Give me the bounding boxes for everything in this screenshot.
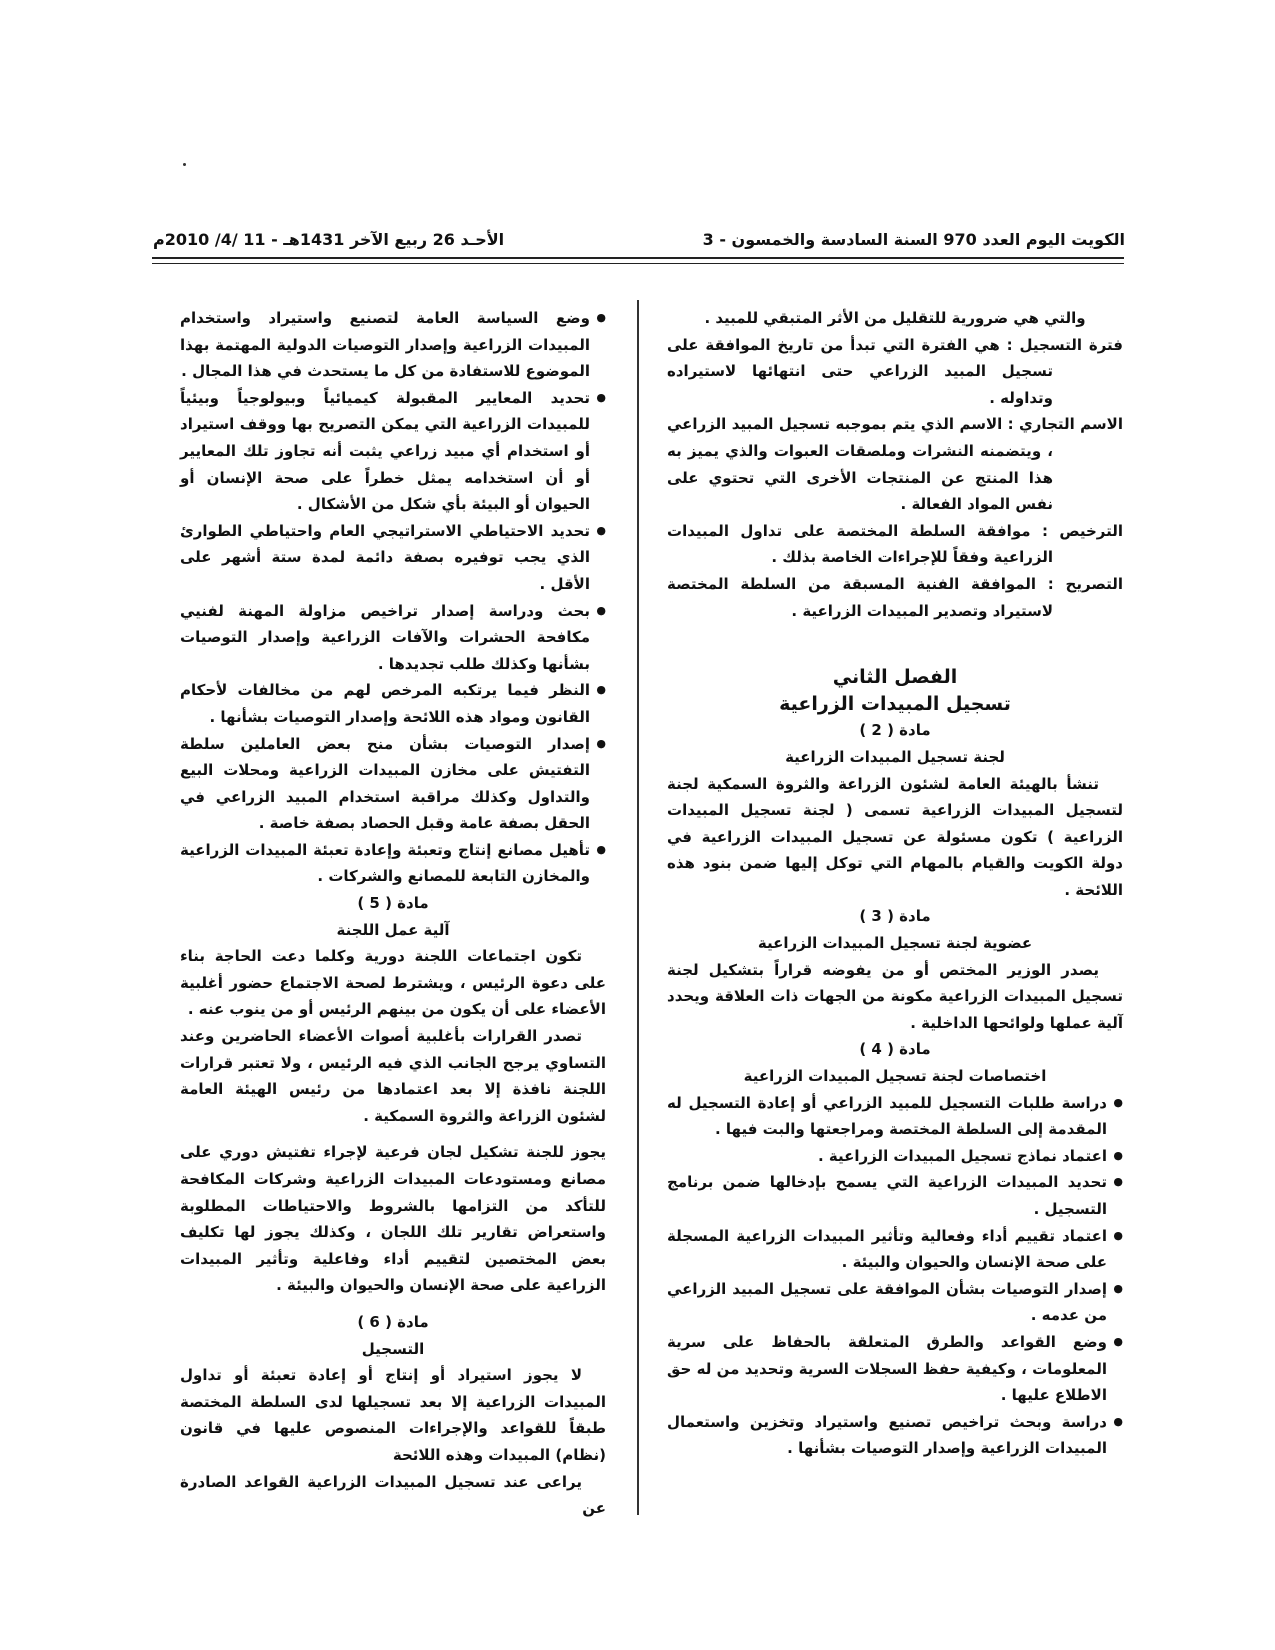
chapter-heading: الفصل الثاني xyxy=(832,666,958,689)
header-date: الأحـد 26 ربيع الآخر 1431هـ - 11 /4/ 2010م xyxy=(153,230,505,249)
header-issue-info: الكويت اليوم العدد 970 السنة السادسة والخمسون - 3 xyxy=(702,230,1125,249)
article-6-title: مادة ( 6 ) xyxy=(357,1312,429,1331)
article-4-item: ● تحديد الاحتياطي الاستراتيجي العام واحتياطي الطوارئ الذي يجب توفيره بصفة دائمة لمدة ستة أشهر على الأقل . xyxy=(180,518,606,598)
article-4-item: ● اعتماد نماذج تسجيل المبيدات الزراعية . xyxy=(667,1143,1123,1170)
header-rule-thin xyxy=(152,263,1124,264)
header-rule xyxy=(152,257,1124,259)
article-4-item: ● بحث ودراسة إصدار تراخيص مزاولة المهنة لفنيي مكافحة الحشرات والآفات الزراعية وإصدار التوصيات بشأنها وكذلك طلب تجديدها . xyxy=(180,598,606,678)
article-4-item: ● تحديد المعايير المقبولة كيميائياً وبيولوجياً وبيئياً للمبيدات الزراعية التي يمكن التصريح بها ووقف استيراد أو استخدام أي مبيد زراعي يثبت أنه تجاوز تلك المعايير أو أن استخدامه يمثل خطراً على صحة الإنسان أو الحيوان أو البيئة بأي شكل من الأشكال . xyxy=(180,385,606,518)
definition-registration-period: فترة التسجيل : هي الفترة التي تبدأ من تاريخ الموافقة على تسجيل المبيد الزراعي حتى انتهائها لاستيراده وتداوله . xyxy=(667,335,1123,407)
article-3-heading: عضوية لجنة تسجيل المبيدات الزراعية xyxy=(757,934,1033,953)
article-4-title: مادة ( 4 ) xyxy=(859,1040,931,1059)
article-4-heading: اختصاصات لجنة تسجيل المبيدات الزراعية xyxy=(743,1067,1047,1086)
article-6-paragraph: يراعى عند تسجيل المبيدات الزراعية القواعد الصادرة عن xyxy=(180,1472,606,1518)
article-2-heading: لجنة تسجيل المبيدات الزراعية xyxy=(785,747,1005,766)
article-5-paragraph: يجوز للجنة تشكيل لجان فرعية لإجراء تفتيش دوري على مصانع ومستودعات المبيدات الزراعية وشركات المكافحة للتأكد من التزامها بالشروط والاحتياطات المطلوبة واستعراض تقارير تلك اللجان ، وكذلك يجوز لها تكليف بعض المختصين لتقييم أداء وفاعلية وتأثير المبيدات الزراعية على صحة الإنسان والحيوان والبيئة . xyxy=(180,1143,606,1295)
article-5-heading: آلية عمل اللجنة xyxy=(336,920,450,939)
spacer xyxy=(180,1129,606,1139)
article-5-paragraph: تكون اجتماعات اللجنة دورية وكلما دعت الحاجة بناء على دعوة الرئيس ، ويشترط لصحة الاجتماع حضور أغلبية الأعضاء على أن يكون من بينهم الرئيس أو من ينوب عنه . xyxy=(180,947,606,1019)
article-4-item: ● اعتماد تقييم أداء وفعالية وتأثير المبيدات الزراعية المسجلة على صحة الإنسان والحيوان والبيئة . xyxy=(667,1223,1123,1276)
left-column xyxy=(180,305,606,1522)
column-divider xyxy=(637,300,639,1515)
definitions xyxy=(667,332,1123,625)
article-4-item: ● وضع القواعد والطرق المتعلقة بالحفاظ على سرية المعلومات ، وكيفية حفظ السجلات السرية وتحديد من له حق الاطلاع عليها . xyxy=(667,1329,1123,1409)
article-6-paragraph: لا يجوز استيراد أو إنتاج أو إعادة تعبئة أو تداول المبيدات الزراعية إلا بعد تسجيلها لدى السلطة المختصة طبقاً للقواعد والإجراءات المنصوص عليها في قانون (نظام) المبيدات وهذه اللائحة xyxy=(180,1366,606,1464)
article-3-title: مادة ( 3 ) xyxy=(859,907,931,926)
definition-permit: التصريح : الموافقة الفنية المسبقة من السلطة المختصة لاستيراد وتصدير المبيدات الزراعية . xyxy=(667,574,1123,620)
article-3-text: يصدر الوزير المختص أو من يفوضه قراراً بتشكيل لجنة تسجيل المبيدات الزراعية مكونة من الجهات ذات العلاقة ويحدد آلية عملها ولوائحها الداخلية . xyxy=(667,960,1123,1032)
article-4-item: ● تأهيل مصانع إنتاج وتعبئة وإعادة تعبئة المبيدات الزراعية والمخازن التابعة للمصانع والشركات . xyxy=(180,837,606,890)
spacer xyxy=(667,624,1123,664)
right-column xyxy=(667,305,1123,1462)
article-2-title: مادة ( 2 ) xyxy=(859,721,931,740)
definition-trade-name: الاسم التجاري : الاسم الذي يتم بموجبه تسجيل المبيد الزراعي ، ويتضمنه النشرات وملصقات العبوات والذي يميز به هذا المنتج عن المنتجات الأخرى التي تحتوي على نفس المواد الفعالة . xyxy=(667,415,1123,514)
definition-license: الترخيص : موافقة السلطة المختصة على تداول المبيدات الزراعية وفقاً للإجراءات الخاصة بذلك . xyxy=(667,521,1123,567)
continuation-text: والتي هي ضرورية للتقليل من الأثر المتبقي للمبيد . xyxy=(704,309,1086,327)
chapter-title: تسجيل المبيدات الزراعية xyxy=(779,692,1011,715)
article-4-item: ● إصدار التوصيات بشأن الموافقة على تسجيل المبيد الزراعي من عدمه . xyxy=(667,1276,1123,1329)
article-4-item: ● دراسة وبحث تراخيص تصنيع واستيراد وتخزين واستعمال المبيدات الزراعية وإصدار التوصيات بشأنها . xyxy=(667,1409,1123,1462)
article-5-paragraph: تصدر القرارات بأغلبية أصوات الأعضاء الحاضرين وعند التساوي يرجح الجانب الذي فيه الرئيس ، ولا تعتبر قرارات اللجنة نافذة إلا بعد اعتمادها من رئيس الهيئة العامة لشئون الزراعة والثروة السمكية . xyxy=(180,1027,606,1125)
article-4-item: ● النظر فيما يرتكبه المرخص لهم من مخالفات لأحكام القانون ومواد هذه اللائحة وإصدار التوصيات بشأنها . xyxy=(180,677,606,730)
article-4-item: ● إصدار التوصيات بشأن منح بعض العاملين سلطة التفتيش على مخازن المبيدات الزراعية ومحلات البيع والتداول وكذلك مراقبة استخدام المبيد الزراعي في الحقل بصفة عامة وقبل الحصاد بصفة خاصة . xyxy=(180,731,606,837)
article-6-heading: التسجيل xyxy=(361,1339,425,1358)
scan-speck xyxy=(183,163,186,166)
spacer xyxy=(180,1299,606,1309)
article-4-item: ● دراسة طلبات التسجيل للمبيد الزراعي أو إعادة التسجيل له المقدمة إلى السلطة المختصة ومراجعتها والبت فيها . xyxy=(667,1090,1123,1143)
article-4-item: ● تحديد المبيدات الزراعية التي يسمح بإدخالها ضمن برنامج التسجيل . xyxy=(667,1169,1123,1222)
article-4-item: ● وضع السياسة العامة لتصنيع واستيراد واستخدام المبيدات الزراعية وإصدار التوصيات الدولية المهتمة بهذا الموضوع للاستفادة من كل ما يستحدث في هذا المجال . xyxy=(180,305,606,385)
article-5-title: مادة ( 5 ) xyxy=(357,894,429,913)
article-2-text: تنشأ بالهيئة العامة لشئون الزراعة والثروة السمكية لجنة لتسجيل المبيدات الزراعية تسمى ( لجنة تسجيل المبيدات الزراعية ) تكون مسئولة عن تسجيل المبيدات الزراعية في دولة الكويت والقيام بالمهام التي توكل إليها ضمن بنود هذه اللائحة . xyxy=(667,774,1123,899)
